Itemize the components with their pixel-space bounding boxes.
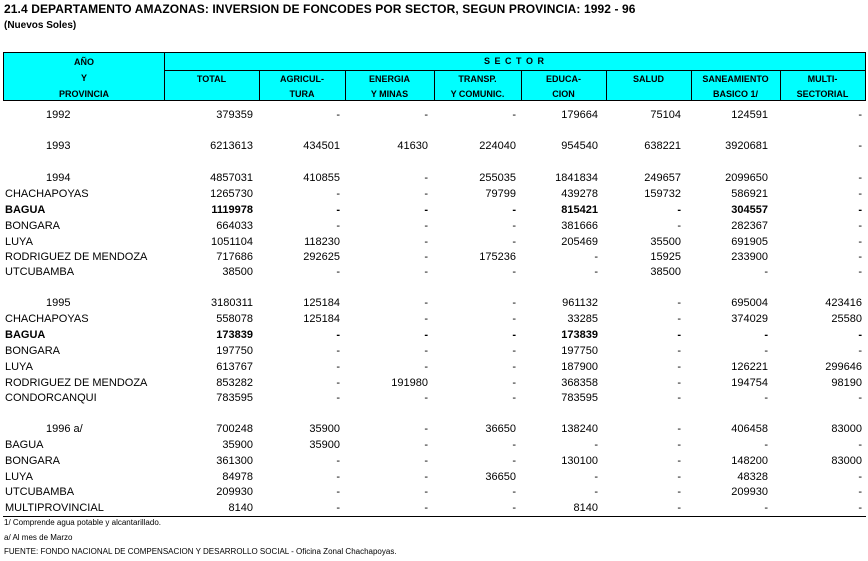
- header-column-label: TURA: [289, 89, 315, 99]
- table-cell: 205469: [561, 236, 598, 248]
- table-cell: 1265730: [210, 188, 253, 200]
- table-cell: -: [424, 392, 428, 404]
- table-cell: 84978: [222, 471, 253, 483]
- header-column-label: CION: [552, 89, 575, 99]
- table-cell: 224040: [479, 140, 516, 152]
- table-cell: -: [336, 188, 340, 200]
- table-cell: 613767: [216, 361, 253, 373]
- table-cell: 292625: [303, 251, 340, 263]
- table-cell: 423416: [825, 297, 862, 309]
- row-label: CHACHAPOYAS: [5, 188, 89, 200]
- table-cell: -: [677, 329, 681, 341]
- table-row: [0, 361, 868, 375]
- footnote-2: a/ Al mes de Marzo: [4, 533, 73, 542]
- table-cell: -: [764, 329, 768, 341]
- table-row: [0, 423, 868, 437]
- table-cell: 83000: [831, 423, 862, 435]
- row-label: 1995: [46, 297, 71, 309]
- table-cell: 586921: [731, 188, 768, 200]
- row-label: LUYA: [5, 236, 33, 248]
- table-cell: 15925: [650, 251, 681, 263]
- row-label: 1992: [46, 109, 71, 121]
- table-cell: -: [424, 439, 428, 451]
- row-label: RODRIGUEZ DE MENDOZA: [5, 377, 148, 389]
- table-row: [0, 471, 868, 485]
- table-cell: -: [424, 361, 428, 373]
- table-cell: 38500: [222, 266, 253, 278]
- row-label: LUYA: [5, 471, 33, 483]
- table-cell: -: [858, 140, 862, 152]
- table-cell: -: [677, 471, 681, 483]
- table-cell: -: [512, 236, 516, 248]
- table-cell: -: [764, 392, 768, 404]
- table-cell: 191980: [391, 377, 428, 389]
- header-divider: [164, 70, 865, 71]
- table-cell: -: [512, 392, 516, 404]
- table-cell: -: [336, 392, 340, 404]
- table-cell: -: [336, 204, 340, 216]
- row-label: BONGARA: [5, 220, 61, 232]
- table-row: [0, 220, 868, 234]
- table-cell: 130100: [561, 455, 598, 467]
- table-row: [0, 172, 868, 186]
- header-column-label: SALUD: [633, 74, 664, 84]
- table-cell: 853282: [216, 377, 253, 389]
- header-column-label: EDUCA-: [546, 74, 581, 84]
- table-cell: -: [677, 220, 681, 232]
- row-label: UTCUBAMBA: [5, 486, 75, 498]
- table-cell: 664033: [216, 220, 253, 232]
- table-cell: 434501: [303, 140, 340, 152]
- table-row: [0, 377, 868, 391]
- table-cell: -: [858, 266, 862, 278]
- table-cell: 233900: [731, 251, 768, 263]
- table-cell: -: [512, 502, 516, 514]
- table-cell: 379359: [216, 109, 253, 121]
- table-row: [0, 392, 868, 406]
- table-cell: -: [336, 345, 340, 357]
- table-cell: -: [424, 109, 428, 121]
- table-cell: -: [594, 439, 598, 451]
- table-cell: -: [424, 266, 428, 278]
- table-cell: 255035: [479, 172, 516, 184]
- table-cell: -: [512, 345, 516, 357]
- table-cell: -: [424, 236, 428, 248]
- header-column-label: SANEAMIENTO: [702, 74, 769, 84]
- table-cell: 126221: [731, 361, 768, 373]
- table-cell: 8140: [573, 502, 598, 514]
- row-label: CONDORCANQUI: [5, 392, 97, 404]
- table-cell: -: [336, 377, 340, 389]
- table-cell: -: [858, 109, 862, 121]
- table-cell: -: [858, 345, 862, 357]
- table-cell: -: [336, 455, 340, 467]
- table-cell: 1051104: [210, 236, 253, 248]
- table-cell: 36650: [485, 423, 516, 435]
- table-row: [0, 297, 868, 311]
- table-cell: -: [677, 486, 681, 498]
- table-cell: 41630: [397, 140, 428, 152]
- header-column-label: ENERGIA: [368, 74, 410, 84]
- table-row: [0, 439, 868, 453]
- table-cell: 124591: [731, 109, 768, 121]
- table-subtitle: (Nuevos Soles): [4, 20, 77, 31]
- table-row: [0, 109, 868, 123]
- table-row: [0, 486, 868, 500]
- table-cell: 2099650: [725, 172, 768, 184]
- table-cell: -: [677, 423, 681, 435]
- table-cell: 187900: [561, 361, 598, 373]
- header-corner-label: AÑO: [74, 57, 94, 67]
- table-cell: 148200: [731, 455, 768, 467]
- table-cell: 38500: [650, 266, 681, 278]
- table-cell: 79799: [485, 188, 516, 200]
- table-cell: 695004: [731, 297, 768, 309]
- table-cell: 410855: [303, 172, 340, 184]
- table-cell: -: [512, 220, 516, 232]
- row-label: UTCUBAMBA: [5, 266, 75, 278]
- table-cell: 75104: [650, 109, 681, 121]
- table-cell: 1119978: [211, 204, 253, 216]
- table-cell: -: [512, 439, 516, 451]
- table-cell: -: [594, 266, 598, 278]
- table-cell: -: [336, 471, 340, 483]
- table-cell: -: [336, 486, 340, 498]
- table-cell: -: [858, 329, 862, 341]
- header-column-label: SECTORIAL: [796, 89, 849, 99]
- table-cell: -: [424, 329, 428, 341]
- table-cell: -: [858, 502, 862, 514]
- header-column-label: MULTI-: [807, 74, 838, 84]
- table-cell: -: [677, 313, 681, 325]
- table-cell: -: [424, 502, 428, 514]
- table-cell: -: [764, 345, 768, 357]
- table-cell: 6213613: [210, 140, 253, 152]
- table-cell: -: [424, 313, 428, 325]
- row-label: 1993: [46, 140, 71, 152]
- table-cell: -: [677, 392, 681, 404]
- source-note: FUENTE: FONDO NACIONAL DE COMPENSACION Y DESARROLLO SOCIAL - Oficina Zonal Chachapoyas.: [4, 547, 397, 556]
- table-cell: -: [858, 471, 862, 483]
- table-cell: -: [424, 220, 428, 232]
- table-cell: -: [424, 251, 428, 263]
- header-column-label: Y COMUNIC.: [450, 89, 505, 99]
- table-row: [0, 502, 868, 516]
- table-cell: 638221: [644, 140, 681, 152]
- table-cell: 691905: [731, 236, 768, 248]
- table-cell: -: [336, 361, 340, 373]
- table-cell: -: [677, 361, 681, 373]
- table-cell: -: [512, 377, 516, 389]
- table-cell: -: [512, 486, 516, 498]
- table-cell: 35900: [309, 423, 340, 435]
- table-cell: 700248: [216, 423, 253, 435]
- row-label: BONGARA: [5, 455, 61, 467]
- table-cell: 25580: [831, 313, 862, 325]
- row-label: 1996 a/: [46, 423, 83, 435]
- table-cell: 954540: [561, 140, 598, 152]
- table-row: [0, 329, 868, 343]
- table-cell: -: [858, 188, 862, 200]
- table-cell: 125184: [303, 297, 340, 309]
- table-cell: 961132: [562, 297, 598, 309]
- header-corner-label: Y: [80, 73, 87, 83]
- table-cell: -: [512, 297, 516, 309]
- table-cell: -: [594, 486, 598, 498]
- table-cell: -: [512, 204, 516, 216]
- table-cell: -: [424, 423, 428, 435]
- table-row: [0, 204, 868, 218]
- table-cell: -: [594, 251, 598, 263]
- row-label: BAGUA: [5, 329, 46, 341]
- table-cell: -: [512, 455, 516, 467]
- table-cell: 361300: [216, 455, 253, 467]
- table-cell: -: [424, 345, 428, 357]
- footnote-1: 1/ Comprende agua potable y alcantarillado.: [4, 518, 161, 527]
- table-cell: -: [677, 297, 681, 309]
- table-cell: 48328: [737, 471, 768, 483]
- table-cell: 173839: [216, 329, 253, 341]
- table-bottom-rule: [3, 516, 866, 517]
- row-label: BONGARA: [5, 345, 61, 357]
- table-cell: 304557: [731, 204, 768, 216]
- table-cell: 374029: [731, 313, 768, 325]
- header-column-label: Y MINAS: [370, 89, 409, 99]
- row-label: BAGUA: [5, 204, 46, 216]
- table-cell: 368358: [561, 377, 598, 389]
- table-header: [3, 52, 866, 101]
- table-cell: -: [512, 361, 516, 373]
- row-label: BAGUA: [5, 439, 44, 451]
- table-cell: 406458: [731, 423, 768, 435]
- table-cell: -: [858, 439, 862, 451]
- table-cell: 35900: [309, 439, 340, 451]
- table-cell: 83000: [831, 455, 862, 467]
- table-cell: -: [858, 392, 862, 404]
- table-cell: 197750: [216, 345, 253, 357]
- table-cell: 3920681: [725, 140, 768, 152]
- table-cell: -: [424, 455, 428, 467]
- table-row: [0, 251, 868, 265]
- table-cell: -: [336, 220, 340, 232]
- table-cell: 33285: [567, 313, 598, 325]
- header-column-label: BASICO 1/: [712, 89, 758, 99]
- table-cell: 4857031: [210, 172, 253, 184]
- table-cell: 173839: [561, 329, 598, 341]
- table-cell: 783595: [561, 392, 598, 404]
- table-cell: 209930: [731, 486, 768, 498]
- table-cell: 179664: [561, 109, 598, 121]
- table-cell: 8140: [228, 502, 253, 514]
- table-row: [0, 236, 868, 250]
- table-row: [0, 266, 868, 280]
- table-cell: 159732: [644, 188, 681, 200]
- table-cell: 125184: [303, 313, 340, 325]
- table-cell: -: [424, 188, 428, 200]
- table-cell: 717686: [216, 251, 253, 263]
- table-cell: 381666: [561, 220, 598, 232]
- table-cell: -: [512, 109, 516, 121]
- table-cell: 197750: [561, 345, 598, 357]
- table-cell: 1841834: [555, 172, 598, 184]
- table-cell: -: [424, 486, 428, 498]
- row-label: 1994: [46, 172, 71, 184]
- table-cell: -: [424, 297, 428, 309]
- table-cell: -: [858, 251, 862, 263]
- table-cell: 299646: [825, 361, 862, 373]
- table-cell: -: [677, 502, 681, 514]
- table-row: [0, 345, 868, 359]
- table-row: [0, 140, 868, 154]
- table-row: [0, 313, 868, 327]
- table-cell: 118230: [304, 236, 340, 248]
- row-label: LUYA: [5, 361, 33, 373]
- table-cell: -: [336, 109, 340, 121]
- table-cell: 175236: [479, 251, 516, 263]
- table-cell: 35900: [222, 439, 253, 451]
- table-cell: -: [858, 236, 862, 248]
- table-cell: 138240: [561, 423, 598, 435]
- header-column-label: AGRICUL-: [280, 74, 324, 84]
- table-cell: -: [424, 204, 428, 216]
- table-cell: -: [594, 471, 598, 483]
- table-row: [0, 188, 868, 202]
- table-cell: -: [858, 172, 862, 184]
- table-cell: 98190: [831, 377, 862, 389]
- table-cell: -: [336, 266, 340, 278]
- row-label: CHACHAPOYAS: [5, 313, 89, 325]
- table-cell: -: [424, 471, 428, 483]
- table-cell: -: [858, 220, 862, 232]
- table-cell: 209930: [216, 486, 253, 498]
- table-cell: -: [858, 486, 862, 498]
- table-cell: 439278: [561, 188, 598, 200]
- table-cell: -: [512, 329, 516, 341]
- header-column-label: TOTAL: [196, 74, 227, 84]
- table-cell: -: [512, 266, 516, 278]
- table-cell: 783595: [216, 392, 253, 404]
- table-cell: 3180311: [210, 297, 253, 309]
- header-column-label: TRANSP.: [458, 74, 497, 84]
- table-cell: 558078: [216, 313, 253, 325]
- table-cell: -: [764, 439, 768, 451]
- row-label: MULTIPROVINCIAL: [5, 502, 104, 514]
- table-cell: -: [677, 439, 681, 451]
- table-cell: 194754: [731, 377, 768, 389]
- table-cell: 249657: [644, 172, 681, 184]
- table-cell: -: [764, 266, 768, 278]
- table-row: [0, 455, 868, 469]
- table-cell: 282367: [731, 220, 768, 232]
- table-cell: 36650: [485, 471, 516, 483]
- table-title: 21.4 DEPARTAMENTO AMAZONAS: INVERSION DE FONCODES POR SECTOR, SEGUN PROVINCIA: 1992 - 96: [4, 2, 636, 16]
- table-cell: -: [424, 172, 428, 184]
- table-cell: 815421: [561, 204, 598, 216]
- table-cell: -: [336, 329, 340, 341]
- table-cell: -: [336, 502, 340, 514]
- header-corner-label: PROVINCIA: [58, 89, 109, 99]
- header-group-label: S E C T O R: [483, 56, 545, 66]
- table-cell: -: [512, 313, 516, 325]
- table-cell: -: [677, 455, 681, 467]
- table-cell: 35500: [650, 236, 681, 248]
- table-cell: -: [677, 204, 681, 216]
- row-label: RODRIGUEZ DE MENDOZA: [5, 251, 148, 263]
- table-cell: -: [677, 377, 681, 389]
- table-cell: -: [764, 502, 768, 514]
- table-cell: -: [858, 204, 862, 216]
- table-cell: -: [677, 345, 681, 357]
